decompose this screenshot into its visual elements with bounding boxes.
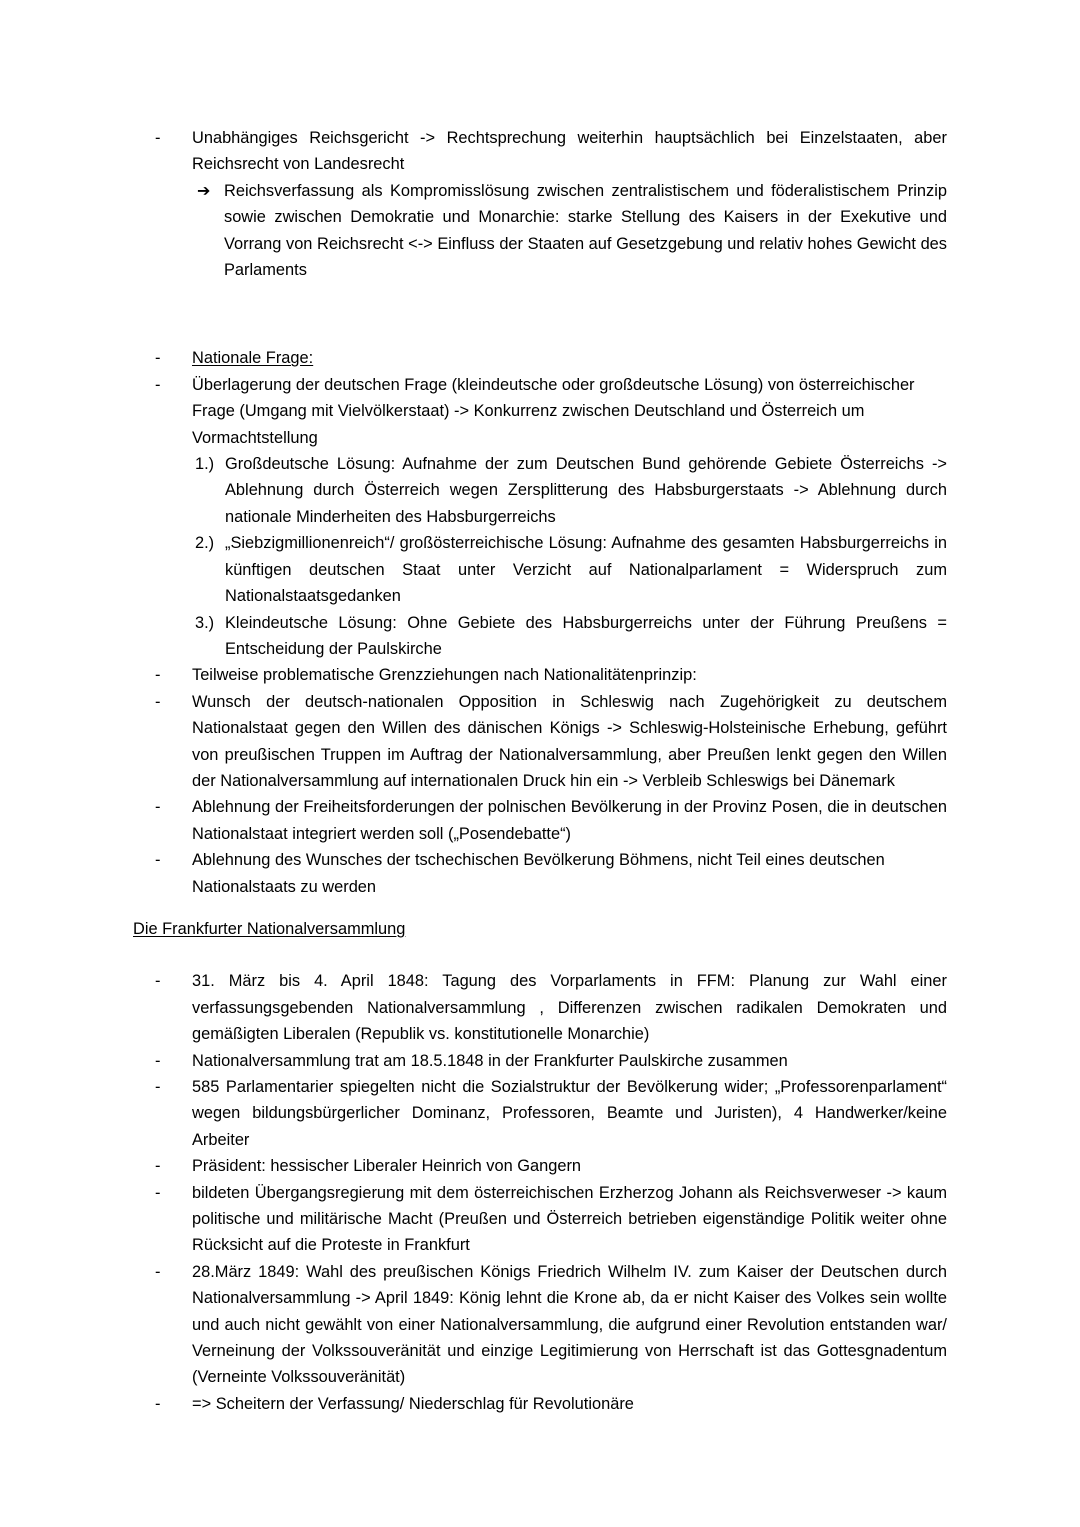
list-item-text: Wunsch der deutsch-nationalen Opposition in Schleswig nach Zugehörigkeit zu deutschem Nationalstaat gegen den Willen des dänischen Königs -> Schleswig-Holsteinische Erhebung, geführt von preußischen Truppen im Auftrag der Nationalversammlung, aber Preußen lenkt gegen den Willen der Nationalversammlung auf internationalen Druck hin ein -> Verbleib Schleswigs bei Dänemark [192, 692, 947, 790]
list-item-text: Teilweise problematische Grenzziehungen nach Nationalitätenprinzip: [192, 666, 697, 685]
list-item-text: bildeten Übergangsregierung mit dem österreichischen Erzherzog Johann als Reichsverweser -> kaum politische und militärische Macht (Preußen und Österreich betrieben eigenständige Politik weiter ohne Rücksicht auf die Proteste in Frankfurt [192, 1183, 947, 1255]
numbered-list-item [133, 530, 947, 609]
list-item [133, 1259, 947, 1391]
list-item [133, 1153, 947, 1179]
list-item [133, 1048, 947, 1074]
dash-bullet-icon: - [155, 666, 161, 685]
list-item-text: „Siebzigmillionenreich“/ großösterreichische Lösung: Aufnahme des gesamten Habsburgerreichs in künftigen deutschen Staat unter Verzicht auf Nationalparlament = Widerspruch zum Nationalstaatsgedanken [225, 534, 947, 606]
list-item [133, 372, 947, 451]
list-item-text: 31. März bis 4. April 1848: Tagung des Vorparlaments in FFM: Planung zur Wahl einer verfassungsgebenden Nationalversammlung , Differenzen zwischen radikalen Demokraten und gemäßigten Liberalen (Republik vs. konstitutionelle Monarchie) [192, 972, 947, 1044]
list-number: 1.) [195, 455, 215, 474]
list-item-text: Reichsverfassung als Kompromisslösung zwischen zentralistischem und föderalistischem Prinzip sowie zwischen Demokratie und Monarchie: starke Stellung des Kaisers in der Exekutive und Vorrang von Reichsrecht <-> Einfluss der Staaten auf Gesetzgebung und relativ hohes Gewicht des Parlaments [224, 181, 947, 280]
dash-bullet-icon: - [155, 1078, 161, 1096]
arrow-right-icon: ➔ [197, 180, 211, 200]
dash-bullet-icon: - [155, 1394, 161, 1413]
list-number: 3.) [195, 613, 215, 632]
dash-bullet-icon: - [155, 692, 161, 711]
list-item [133, 1391, 947, 1417]
dash-bullet-icon: - [155, 798, 161, 817]
dash-bullet-icon: - [155, 851, 161, 870]
list-item [133, 125, 947, 178]
heading-spacer [133, 900, 947, 916]
list-item-text: Präsident: hessischer Liberaler Heinrich von Gangern [192, 1157, 582, 1176]
dash-bullet-icon: - [155, 972, 161, 991]
document-body [133, 125, 947, 1417]
list-item-text: Großdeutsche Lösung: Aufnahme der zum Deutschen Bund gehörende Gebiete Österreichs -> Ablehnung durch Österreich wegen Zersplitterung des Habsburgerstaats -> Ablehnung durch nationale Minderheiten des Habsburgerreichs [225, 455, 947, 526]
section-heading: Die Frankfurter Nationalversammlung [133, 919, 406, 938]
list-item-text: 28.März 1849: Wahl des preußischen Königs Friedrich Wilhelm IV. zum Kaiser der Deutschen durch Nationalversammlung -> April 1849: König lehnt die Krone ab, da er nicht Kaiser des Volkes sein wollte und auch nicht gewählt von einer Nationalversammlung, die aufgrund einer Revolution entstanden war/ Verneinung der Volkssouveränität und einzige Legitimierung von Herrschaft ist das Gottesgnadentum (Verneinte Volkssouveränität) [192, 1262, 947, 1387]
numbered-list-item [133, 451, 947, 530]
list-item-text: Unabhängiges Reichsgericht -> Rechtsprechung weiterhin hauptsächlich bei Einzelstaaten, aber Reichsrecht von Landesrecht [192, 129, 947, 174]
list-item [133, 1074, 947, 1153]
list-item-text: Nationale Frage: [192, 349, 314, 368]
dash-bullet-icon: - [155, 1051, 161, 1070]
dash-bullet-icon: - [155, 375, 161, 394]
list-item-text: Kleindeutsche Lösung: Ohne Gebiete des Habsburgerreichs unter der Führung Preußens = Entscheidung der Paulskirche [225, 613, 947, 658]
list-item [133, 1180, 947, 1259]
list-number: 2.) [195, 534, 215, 553]
dash-bullet-icon: - [155, 1183, 161, 1202]
list-item [133, 847, 947, 900]
section-spacer [133, 283, 947, 345]
dash-bullet-icon: - [155, 1157, 161, 1176]
list-item-text: 585 Parlamentarier spiegelten nicht die Sozialstruktur der Bevölkerung wider; „Professorenparlament“ wegen bildungsbürgerlicher Dominanz, Professoren, Beamte und Juristen), 4 Handwerker/keine Arbeiter [192, 1078, 947, 1149]
list-item-text: Ablehnung der Freiheitsforderungen der polnischen Bevölkerung in der Provinz Posen, die in deutschen Nationalstaat integriert werden soll („Posendebatte“) [192, 798, 947, 843]
list-item-text: => Scheitern der Verfassung/ Niederschlag für Revolutionäre [192, 1394, 634, 1413]
list-item-text: Nationalversammlung trat am 18.5.1848 in der Frankfurter Paulskirche zusammen [192, 1051, 788, 1070]
list-item [133, 689, 947, 795]
dash-bullet-icon: - [155, 349, 161, 368]
numbered-list-item [133, 610, 947, 663]
list-item [133, 662, 947, 688]
heading-spacer-below [133, 942, 947, 968]
list-item [133, 968, 947, 1047]
list-item [133, 794, 947, 847]
list-item [133, 178, 947, 284]
dash-bullet-icon: - [155, 129, 161, 147]
list-item-text: Überlagerung der deutschen Frage (kleindeutsche oder großdeutsche Lösung) von österreichischer Frage (Umgang mit Vielvölkerstaat) -> Konkurrenz zwischen Deutschland und Österreich um Vormachtstellung [192, 375, 915, 447]
list-item-text: Ablehnung des Wunsches der tschechischen Bevölkerung Böhmens, nicht Teil eines deutschen Nationalstaats zu werden [192, 851, 885, 896]
list-item [133, 345, 947, 371]
dash-bullet-icon: - [155, 1262, 161, 1281]
